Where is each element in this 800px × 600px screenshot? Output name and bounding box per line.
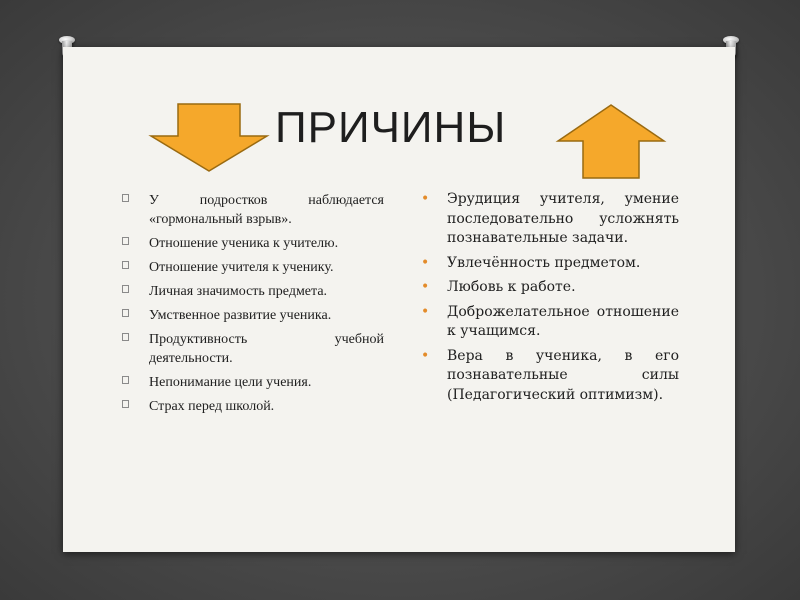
bullet-icon — [122, 333, 129, 341]
list-item: У подростков наблюдается «гормональный взрыв». — [122, 191, 384, 229]
causes-list-right — [420, 190, 679, 410]
bullet-icon: • — [421, 191, 430, 207]
list-item: Страх перед школой. — [122, 397, 384, 416]
bullet-icon — [122, 237, 129, 245]
list-item: • Вера в ученика, в его познавательные силы (Педагогический оптимизм). — [421, 347, 679, 403]
list-item: • Любовь к работе. — [420, 278, 679, 298]
bullet-icon: • — [421, 303, 430, 320]
slide-title: ПРИЧИНЫ — [275, 103, 507, 152]
bullet-icon — [122, 400, 129, 408]
bullet-icon — [122, 285, 129, 293]
list-item: Отношение ученика к учителю. — [122, 234, 384, 253]
bullet-icon: • — [421, 347, 430, 364]
list-item: Продуктивность учебной деятельности. — [122, 330, 384, 368]
bullet-icon — [122, 376, 129, 384]
list-item: • Эрудиция учителя, умение последовательно усложнять познавательные задачи. — [421, 191, 679, 246]
list-item: • Доброжелательное отношение к учащимся. — [421, 303, 679, 339]
list-item: • Увлечённость предметом. — [420, 254, 679, 274]
list-item: Личная значимость предмета. — [122, 282, 384, 301]
arrow-down-icon — [148, 103, 270, 173]
list-item: Отношение учителя к ученику. — [122, 258, 384, 277]
list-item: Умственное развитие ученика. — [122, 306, 384, 325]
list-item: Непонимание цели учения. — [122, 373, 384, 392]
arrow-up-icon — [555, 104, 667, 180]
bullet-icon — [122, 309, 129, 317]
causes-list-left — [122, 191, 384, 421]
bullet-icon — [122, 194, 129, 202]
bullet-icon: • — [421, 279, 430, 295]
bullet-icon — [122, 261, 129, 269]
bullet-icon: • — [421, 254, 430, 271]
